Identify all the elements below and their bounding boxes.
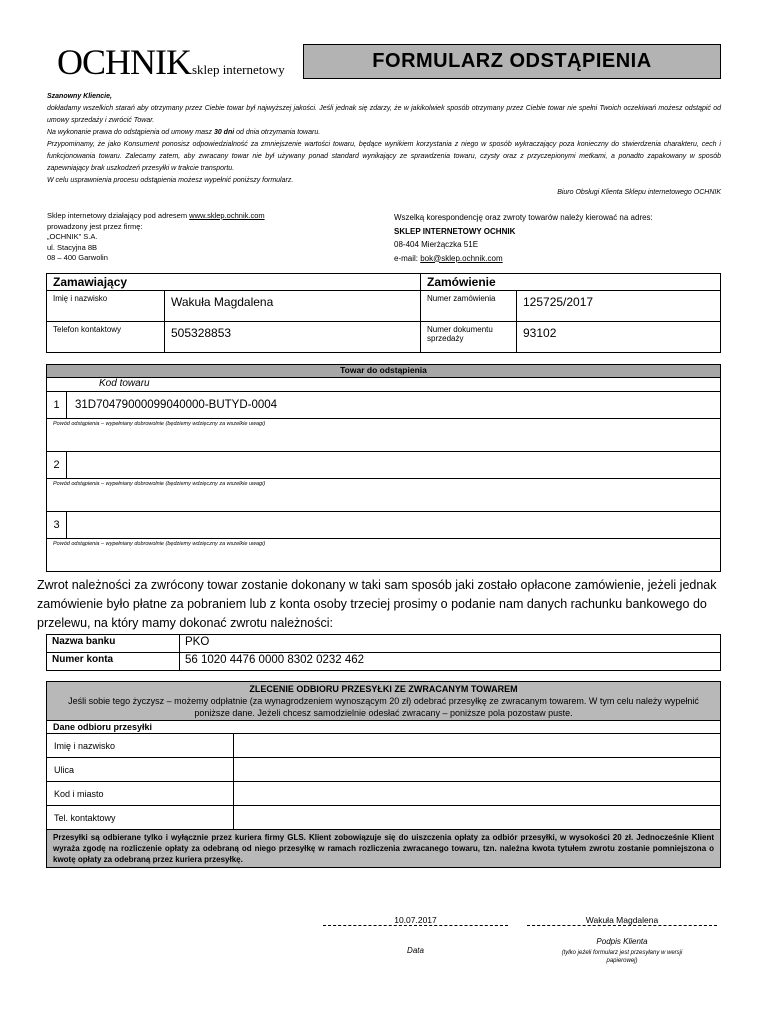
- intro-paragraph-3: Przypominamy, że jako Konsument ponosisz odpowiedzialność za zmniejszenie wartości towaru, będące wynikiem korzystania z niego w sposób wykraczający poza konieczny do stwierdzenia charakteru, cech i funkcjonowania towaru. Zalecamy zatem, aby zwracany towar nie był używany ponad standard wynikający ze sprawdzenia towaru, czysty oraz z przyczepionymi metkami, a ponadto zapakowany w sposób zapewniający brak uszkodzeń przesyłki w trakcie transportu.: [47, 141, 721, 172]
- pickup-phone-label: Tel. kontaktowy: [47, 806, 234, 830]
- name-label: Imię i nazwisko: [47, 291, 165, 322]
- return-reason-field[interactable]: Powód odstąpienia – wypełniany dobrowolnie (będziemy wdzięczny za wszelkie uwagi): [47, 419, 721, 452]
- pickup-subheader: Dane odbioru przesyłki: [47, 721, 721, 734]
- return-reason-field[interactable]: Powód odstąpienia – wypełniany dobrowolnie (będziemy wdzięczny za wszelkie uwagi): [47, 479, 721, 512]
- product-code-field[interactable]: 31D70479000099040000-BUTYD-0004: [67, 392, 721, 419]
- signature-line: [527, 925, 717, 926]
- document-number-field[interactable]: 93102: [517, 322, 721, 353]
- bank-details-table: [46, 634, 721, 671]
- pickup-street-label: Ulica: [47, 758, 234, 782]
- returned-goods-table: [46, 364, 721, 572]
- refund-paragraph: Zwrot należności za zwrócony towar zostanie dokonany w taki sam sposób jaki zostało opłacone zamówienie, jeżeli jednak zamówienie było płatne za pobraniem lub z konta osoby trzeciej prosimy o podanie nam danych rachunku bankowego do przelewu, na który mamy dokonać zwrotu należności:: [37, 578, 717, 630]
- pickup-title: ZLECENIE ODBIORU PRZESYŁKI ZE ZWRACANYM TOWAREM: [249, 684, 518, 694]
- bank-name-field[interactable]: PKO: [180, 635, 721, 653]
- phone-field[interactable]: 505328853: [165, 322, 421, 353]
- client-signature-value[interactable]: Wakuła Magdalena: [585, 915, 659, 925]
- pickup-phone-field[interactable]: [234, 806, 721, 830]
- date-value[interactable]: 10.07.2017: [394, 915, 437, 925]
- product-code-field[interactable]: [67, 452, 721, 479]
- date-caption: Data: [407, 946, 424, 955]
- pickup-city-field[interactable]: [234, 782, 721, 806]
- pickup-name-label: Imię i nazwisko: [47, 734, 234, 758]
- logo-subtitle: sklep internetowy: [192, 62, 285, 77]
- order-number-label: Numer zamówienia: [421, 291, 517, 322]
- intro-paragraph-2: Na wykonanie prawa do odstąpienia od umowy masz 30 dni od dnia otrzymania towaru.: [47, 129, 321, 136]
- pickup-description: Jeśli sobie tego życzysz – możemy odpłatnie (za wynagrodzeniem wynoszącym 20 zł) odebrać przesyłkę ze zwracanym towarem. W tym celu należy wypełnić poniższe dane. Jeżeli chcesz samodzielnie odesłać zwracany – poniższe pola pozostaw puste.: [68, 696, 699, 718]
- signature-note: (tylko jeżeli formularz jest przesyłany w wersji papierowej): [561, 950, 683, 964]
- pickup-name-field[interactable]: [234, 734, 721, 758]
- signature-caption: Podpis Klienta: [596, 937, 648, 946]
- order-header: Zamówienie: [421, 274, 721, 291]
- shop-website-link[interactable]: www.sklep.ochnik.com: [189, 211, 265, 220]
- pickup-street-field[interactable]: [234, 758, 721, 782]
- product-code-label: Kod towaru: [47, 378, 721, 392]
- phone-label: Telefon kontaktowy: [47, 322, 165, 353]
- intro-paragraph-4: W celu usprawnienia procesu odstąpienia możesz wypełnić poniższy formularz.: [47, 177, 294, 184]
- email-link[interactable]: bok@sklep.ochnik.com: [420, 253, 503, 263]
- product-code-field[interactable]: [67, 512, 721, 539]
- item-number: 1: [47, 392, 67, 419]
- logo-mark: OCHNIK: [57, 42, 191, 82]
- bank-name-label: Nazwa banku: [47, 635, 180, 653]
- pickup-city-label: Kod i miasto: [47, 782, 234, 806]
- item-number: 2: [47, 452, 67, 479]
- intro-text: [47, 91, 721, 199]
- return-reason-field[interactable]: Powód odstąpienia – wypełniany dobrowolnie (będziemy wdzięczny za wszelkie uwagi): [47, 539, 721, 572]
- intro-signature: Biuro Obsługi Klienta Sklepu internetowego OCHNIK: [557, 189, 721, 196]
- return-address: Wszelką korespondencję oraz zwroty towarów należy kierować na adres: SKLEP INTERNETOWY OCHNIK 08-404 Mierżączka 51E e-mail: bok@sklep.ochnik.com: [394, 213, 653, 263]
- item-number: 3: [47, 512, 67, 539]
- shop-address: Sklep internetowy działający pod adresem www.sklep.ochnik.com prowadzony jest przez firmę: „OCHNIK” S.A. ul. Stacyjna 8B 08 – 400 Garwolin: [47, 211, 265, 262]
- pickup-terms: Przesyłki są odbierane tylko i wyłącznie przez kuriera firmy GLS. Klient zobowiązuje się do uiszczenia opłaty za odbiór przesyłki, w wysokości 20 zł. Jednocześnie Klient wyraża zgodę na rozliczenie opłaty za odebraną od niego przesyłkę w ramach rozliczenia zwracanego towaru, tzn. należna kwota tytułem zwrotu zostanie pomniejszona o kwotę opłaty za odebraną przez kuriera przesyłkę.: [47, 830, 721, 868]
- form-title: FORMULARZ ODSTĄPIENIA: [303, 44, 721, 79]
- order-number-field[interactable]: 125725/2017: [517, 291, 721, 322]
- account-number-field[interactable]: 56 1020 4476 0000 8302 0232 462: [180, 653, 721, 671]
- account-number-label: Numer konta: [47, 653, 180, 671]
- name-field[interactable]: Wakuła Magdalena: [165, 291, 421, 322]
- pickup-order-table: [46, 681, 721, 868]
- customer-header: Zamawiający: [47, 274, 421, 291]
- intro-paragraph-1: dokładamy wszelkich starań aby otrzymany przez Ciebie towar był najwyższej jakości. Jeśli jednak się zdarzy, że w jakikolwiek sposób otrzymany przez Ciebie towar nie spełni Twoich oczekiwań możesz odstąpić od umowy sprzedaży i zwrócić Towar.: [47, 105, 721, 124]
- goods-header: Towar do odstąpienia: [47, 365, 721, 378]
- document-number-label: Numer dokumentu sprzedaży: [421, 322, 517, 353]
- date-line: [323, 925, 508, 926]
- intro-greeting: Szanowny Kliencie,: [47, 93, 112, 100]
- customer-order-table: [46, 273, 721, 353]
- pickup-header: [47, 682, 721, 721]
- ochnik-logo: [57, 42, 285, 82]
